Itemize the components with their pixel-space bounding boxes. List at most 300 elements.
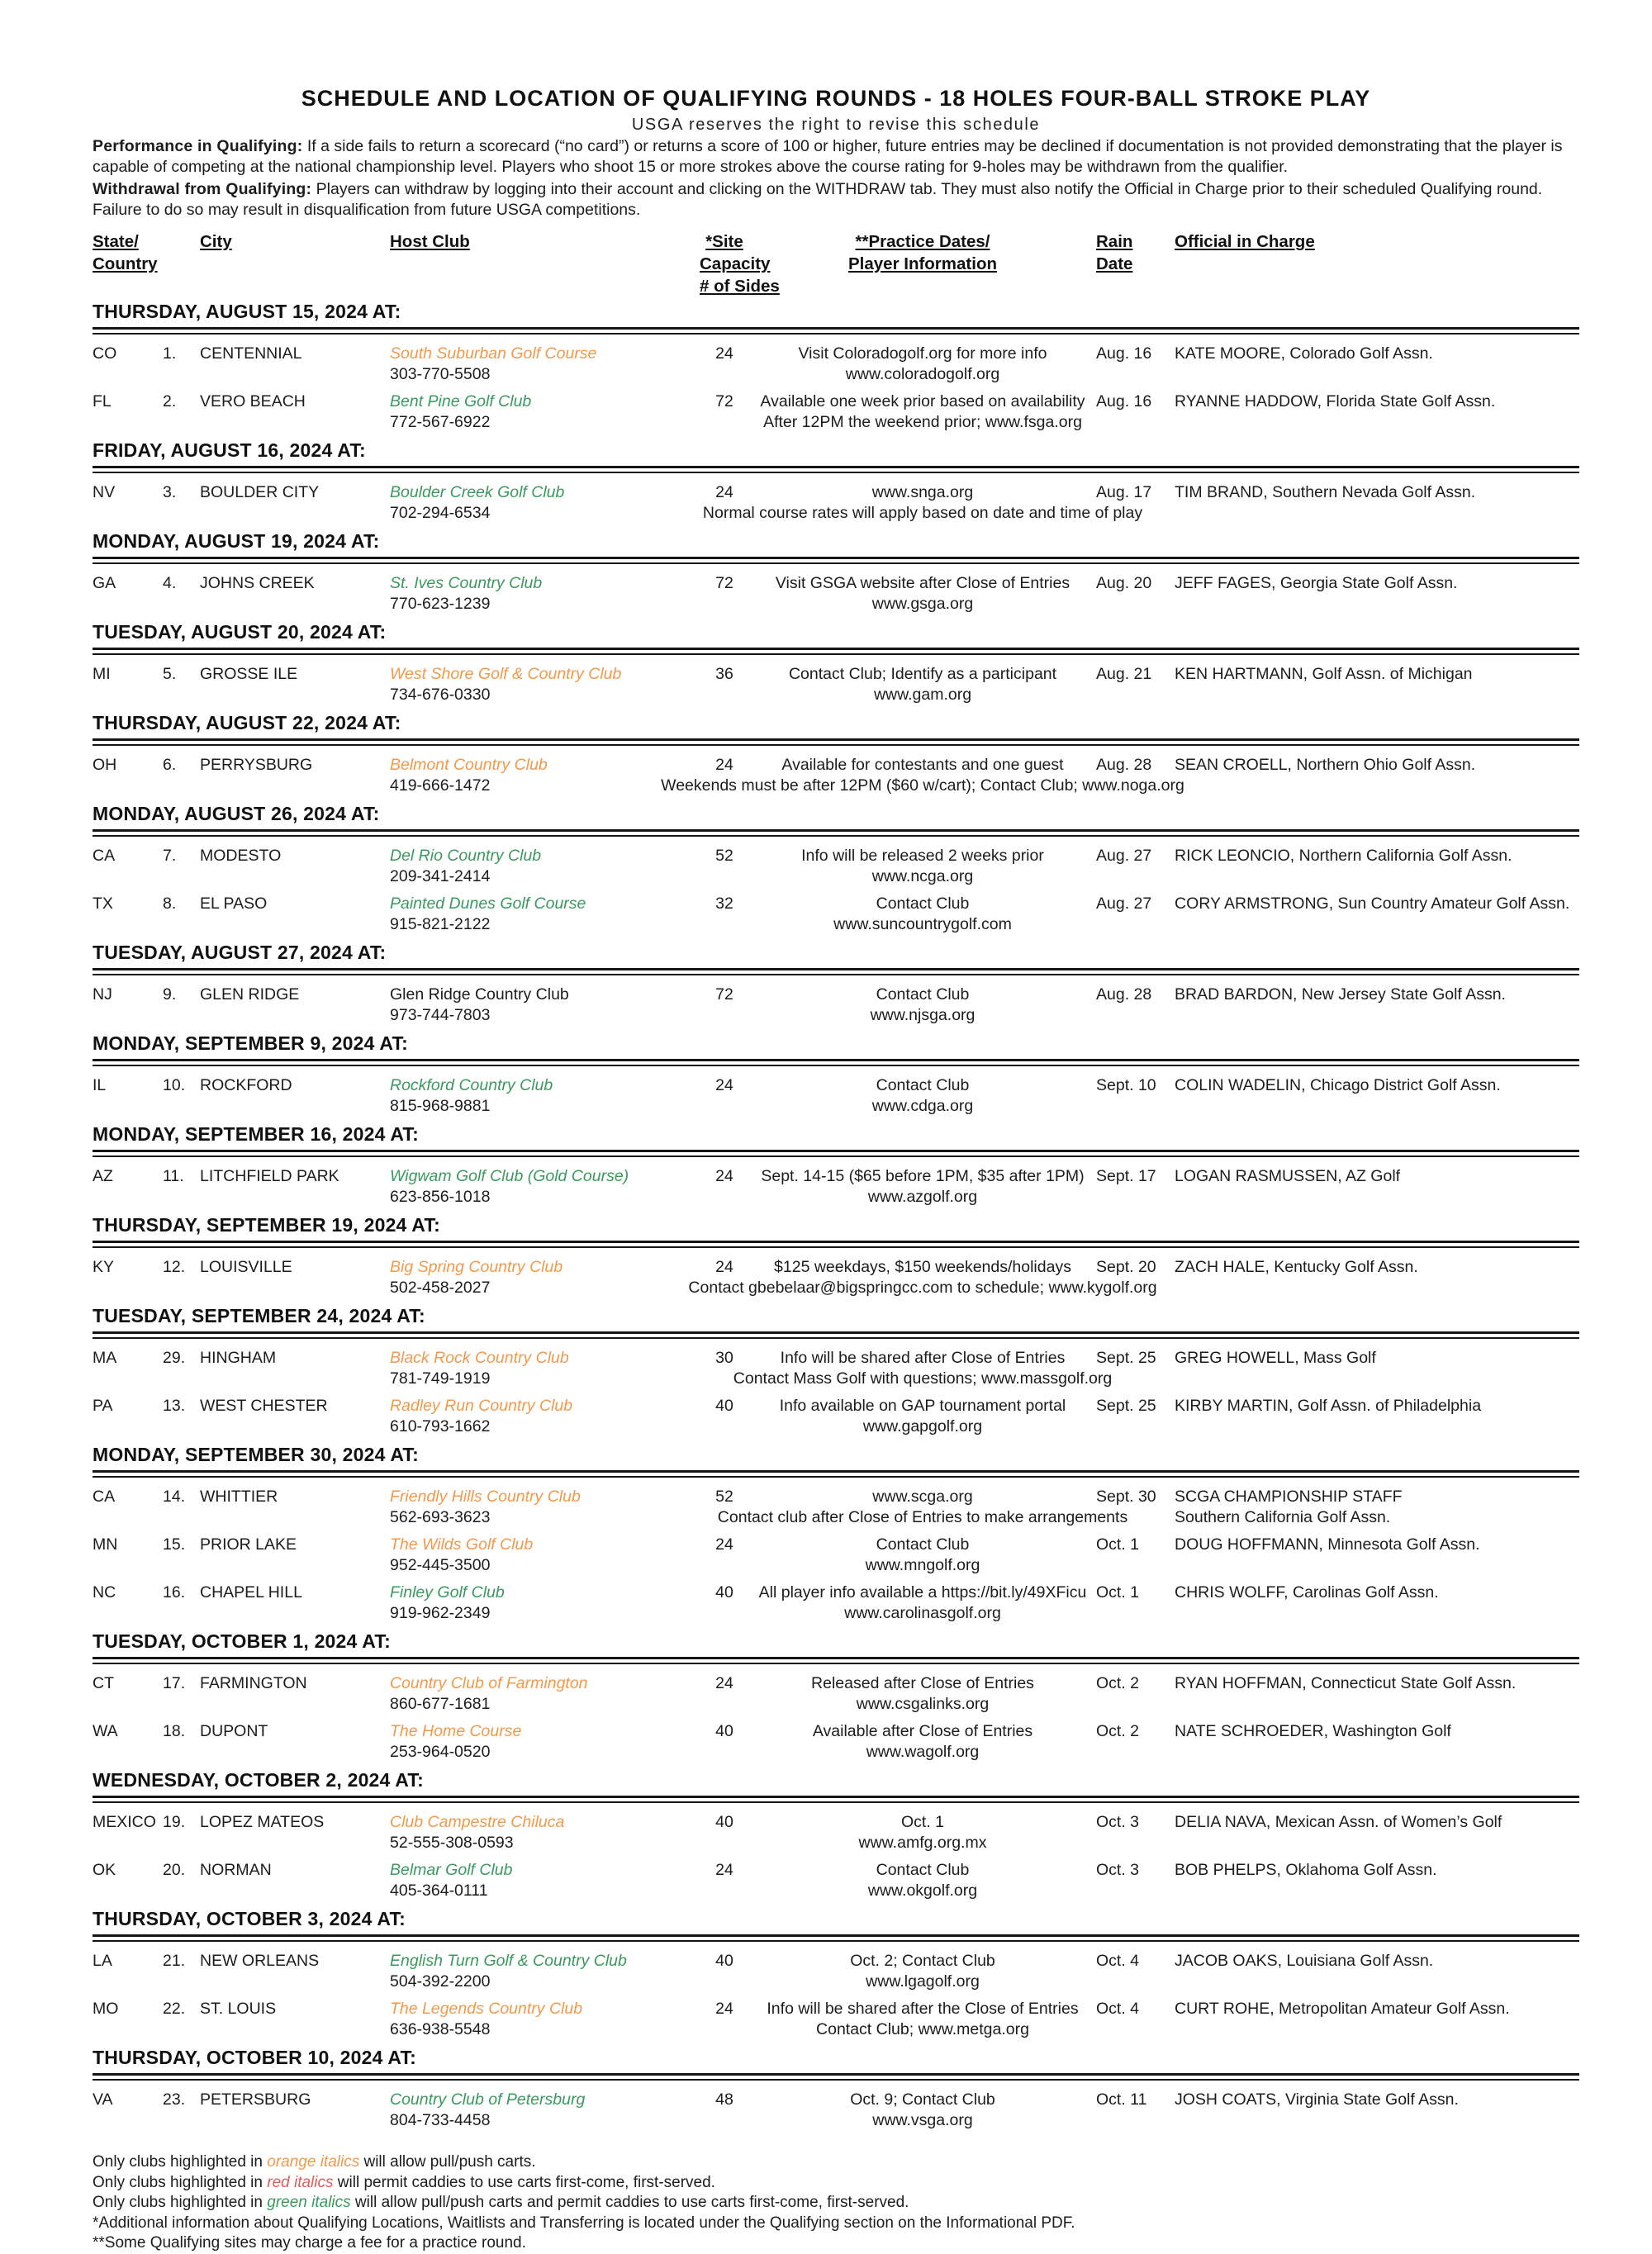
practice-info-line: www.cdga.org <box>871 1097 974 1115</box>
cell-practice-info <box>749 894 1096 935</box>
intro-performance-text: If a side fails to return a scorecard (“no card”) or returns a score of 100 or higher, future entries may be declined if documentation is not provided demonstrating that the player is capable of competing at the national championship level. Players who shoot 15 or more strokes above the course rating for 9-holes may be withdrawn from the qualifier. <box>93 137 1563 176</box>
cell-host-club <box>390 1487 700 1528</box>
practice-info-line: Contact club after Close of Entries to make arrangements <box>717 1508 1128 1526</box>
cell-site-capacity: 24 <box>715 1076 733 1094</box>
page-title: SCHEDULE AND LOCATION OF QUALIFYING ROUNDS - 18 HOLES FOUR-BALL STROKE PLAY <box>301 86 1371 111</box>
cell-practice-info <box>749 1535 1096 1576</box>
cell-city: WHITTIER <box>200 1488 278 1506</box>
practice-info-line: Available one week prior based on availability <box>760 392 1085 410</box>
cell-city: WEST CHESTER <box>200 1397 328 1415</box>
cell-number: 7. <box>163 847 177 865</box>
intro-performance-label: Performance in Qualifying: <box>93 137 303 155</box>
cell-practice-info <box>749 1951 1096 1992</box>
cell-state: WA <box>93 1722 118 1740</box>
col-header-state-country: State/ Country <box>93 232 158 273</box>
cell-official-in-charge <box>1175 1812 1579 1853</box>
cell-host-club <box>390 1396 700 1437</box>
host-club-phone: 781-749-1919 <box>390 1369 491 1388</box>
cell-site-capacity: 72 <box>715 985 733 1004</box>
cell-city: PRIOR LAKE <box>200 1535 297 1554</box>
practice-info-line: Visit Coloradogolf.org for more info <box>798 344 1047 363</box>
col-header-host-club: Host Club <box>390 232 470 251</box>
practice-info-line: www.scga.org <box>872 1488 973 1506</box>
cell-practice-info <box>749 846 1096 887</box>
host-club-name: The Home Course <box>390 1722 522 1740</box>
section-date-header: TUESDAY, OCTOBER 1, 2024 AT: <box>93 1630 391 1652</box>
host-club-phone: 973-744-7803 <box>390 1006 491 1024</box>
cell-city: FARMINGTON <box>200 1674 307 1692</box>
practice-info-line: Contact Mass Golf with questions; www.massgolf.org <box>733 1369 1113 1388</box>
table-row <box>93 1348 1579 1389</box>
practice-info-line: Oct. 2; Contact Club <box>850 1952 995 1970</box>
cell-rain-date: Oct. 11 <box>1096 2090 1147 2109</box>
host-club-name: Radley Run Country Club <box>390 1397 573 1415</box>
host-club-phone: 303-770-5508 <box>390 365 491 383</box>
host-club-name: Finley Golf Club <box>390 1583 505 1602</box>
cell-state: MI <box>93 665 111 683</box>
cell-number: 10. <box>163 1076 186 1094</box>
section-date-header: MONDAY, AUGUST 26, 2024 AT: <box>93 803 380 824</box>
cell-city: BOULDER CITY <box>200 483 320 501</box>
cell-number: 11. <box>163 1167 184 1185</box>
cell-state: TX <box>93 894 113 913</box>
host-club-name: Painted Dunes Golf Course <box>390 894 586 913</box>
cell-host-club <box>390 573 700 615</box>
cell-official-in-charge <box>1175 344 1579 385</box>
section-divider <box>93 1934 1579 1942</box>
host-club-name: Belmont Country Club <box>390 756 548 774</box>
practice-info-line: www.gsga.org <box>871 595 974 613</box>
cell-number: 18. <box>163 1722 186 1740</box>
section-date-header: THURSDAY, OCTOBER 3, 2024 AT: <box>93 1908 406 1929</box>
cell-site-capacity: 40 <box>715 1722 733 1740</box>
cell-city: ROCKFORD <box>200 1076 292 1094</box>
section-divider <box>93 968 1579 975</box>
table-row <box>93 985 1579 1026</box>
cell-host-club <box>390 1860 700 1901</box>
host-club-phone: 52-555-308-0593 <box>390 1834 514 1852</box>
cell-site-capacity: 30 <box>715 1349 733 1367</box>
section-date-header: MONDAY, SEPTEMBER 16, 2024 AT: <box>93 1123 419 1145</box>
practice-info-line: Contact gbebelaar@bigspringcc.com to schedule; www.kygolf.org <box>688 1279 1157 1297</box>
section-divider <box>93 2073 1579 2081</box>
cell-host-club <box>390 391 700 433</box>
host-club-phone: 860-677-1681 <box>390 1695 491 1713</box>
cell-rain-date: Sept. 17 <box>1096 1167 1156 1185</box>
host-club-phone: 209-341-2414 <box>390 867 491 885</box>
cell-official-in-charge <box>1175 391 1579 433</box>
cell-host-club <box>390 985 700 1026</box>
cell-number: 16. <box>163 1583 186 1602</box>
cell-rain-date: Aug. 17 <box>1096 483 1152 501</box>
cell-host-club <box>390 482 700 524</box>
practice-info-line: www.gam.org <box>873 686 972 704</box>
cell-official-in-charge <box>1175 1487 1579 1528</box>
cell-rain-date: Aug. 20 <box>1096 574 1152 592</box>
host-club-phone: 770-623-1239 <box>390 595 491 613</box>
cell-state: NV <box>93 483 116 501</box>
section-divider <box>93 1241 1579 1248</box>
cell-site-capacity: 72 <box>715 574 733 592</box>
cell-rain-date: Oct. 2 <box>1096 1722 1140 1740</box>
cell-rain-date: Sept. 25 <box>1096 1397 1156 1415</box>
footnote: *Additional information about Qualifying Locations, Waitlists and Transferring is located under the Qualifying section on the Informational PDF. <box>93 2214 1075 2232</box>
table-row <box>93 1396 1579 1437</box>
host-club-phone: 253-964-0520 <box>390 1743 491 1761</box>
cell-host-club <box>390 344 700 385</box>
cell-official-in-charge <box>1175 985 1579 1026</box>
cell-official-in-charge <box>1175 1673 1579 1715</box>
host-club-phone: 636-938-5548 <box>390 2020 491 2038</box>
section-divider <box>93 1150 1579 1157</box>
cell-state: OH <box>93 756 117 774</box>
section-date-header: THURSDAY, AUGUST 22, 2024 AT: <box>93 712 401 733</box>
cell-city: MODESTO <box>200 847 282 865</box>
cell-practice-info <box>749 1812 1096 1853</box>
official-line: JACOB OAKS, Louisiana Golf Assn. <box>1175 1952 1434 1970</box>
cell-rain-date: Aug. 16 <box>1096 344 1152 363</box>
cell-site-capacity: 40 <box>715 1813 733 1831</box>
practice-info-line: $125 weekdays, $150 weekends/holidays <box>774 1258 1071 1276</box>
section-divider <box>93 466 1579 473</box>
cell-state: LA <box>93 1952 112 1970</box>
cell-official-in-charge <box>1175 573 1579 615</box>
practice-info-line: Contact Club <box>876 894 970 913</box>
intro-withdrawal-text: Players can withdraw by logging into their account and clicking on the WITHDRAW tab. They must also notify the Official in Charge prior to their scheduled Qualifying round. Failure to do so may result in disqualification from future USGA competitions. <box>93 180 1543 219</box>
official-line: CORY ARMSTRONG, Sun Country Amateur Golf Assn. <box>1175 894 1570 913</box>
cell-city: PERRYSBURG <box>200 756 313 774</box>
host-club-name: Del Rio Country Club <box>390 847 542 865</box>
cell-host-club <box>390 1583 700 1624</box>
cell-official-in-charge <box>1175 1999 1579 2040</box>
official-line: Southern California Golf Assn. <box>1175 1508 1391 1526</box>
cell-state: MO <box>93 2000 119 2018</box>
cell-rain-date: Oct. 4 <box>1096 1952 1140 1970</box>
practice-info-line: Contact Club <box>876 985 970 1004</box>
cell-official-in-charge <box>1175 894 1579 935</box>
cell-site-capacity: 24 <box>715 1258 733 1276</box>
cell-practice-info <box>749 1860 1096 1901</box>
cell-site-capacity: 52 <box>715 1488 733 1506</box>
cell-city: HINGHAM <box>200 1349 277 1367</box>
cell-host-club <box>390 1812 700 1853</box>
table-row <box>93 1951 1579 1992</box>
cell-city: JOHNS CREEK <box>200 574 315 592</box>
cell-city: CHAPEL HILL <box>200 1583 302 1602</box>
footnote: **Some Qualifying sites may charge a fee for a practice round. <box>93 2234 526 2252</box>
host-club-name: West Shore Golf & Country Club <box>390 665 622 683</box>
cell-state: AZ <box>93 1167 113 1185</box>
table-row <box>93 1999 1579 2040</box>
official-line: KATE MOORE, Colorado Golf Assn. <box>1175 344 1433 363</box>
intro-performance <box>93 136 1579 178</box>
host-club-name: The Legends Country Club <box>390 2000 583 2018</box>
table-row <box>93 1673 1579 1715</box>
cell-city: CENTENNIAL <box>200 344 302 363</box>
cell-number: 17. <box>163 1674 186 1692</box>
cell-rain-date: Oct. 3 <box>1096 1861 1140 1879</box>
host-club-phone: 804-733-4458 <box>390 2111 491 2129</box>
official-line: RYANNE HADDOW, Florida State Golf Assn. <box>1175 392 1496 410</box>
official-line: GREG HOWELL, Mass Golf <box>1175 1349 1376 1367</box>
cell-site-capacity: 24 <box>715 1167 733 1185</box>
official-line: DELIA NAVA, Mexican Assn. of Women’s Golf <box>1175 1813 1502 1831</box>
host-club-name: Rockford Country Club <box>390 1076 553 1094</box>
cell-host-club <box>390 1257 700 1298</box>
official-line: SCGA CHAMPIONSHIP STAFF <box>1175 1488 1403 1506</box>
page-subtitle: USGA reserves the right to revise this schedule <box>631 116 1041 134</box>
cell-host-club <box>390 1721 700 1763</box>
cell-official-in-charge <box>1175 1860 1579 1901</box>
table-row <box>93 344 1579 385</box>
cell-practice-info <box>749 1396 1096 1437</box>
host-club-phone: 610-793-1662 <box>390 1417 491 1435</box>
cell-number: 21. <box>163 1952 186 1970</box>
official-line: CURT ROHE, Metropolitan Amateur Golf Assn. <box>1175 2000 1510 2018</box>
cell-city: NORMAN <box>200 1861 272 1879</box>
cell-site-capacity: 36 <box>715 665 733 683</box>
cell-site-capacity: 24 <box>715 344 733 363</box>
table-row <box>93 1721 1579 1763</box>
section-date-header: THURSDAY, SEPTEMBER 19, 2024 AT: <box>93 1214 440 1236</box>
cell-rain-date: Oct. 4 <box>1096 2000 1140 2018</box>
cell-practice-info <box>749 1075 1096 1117</box>
cell-number: 29. <box>163 1349 186 1367</box>
cell-number: 4. <box>163 574 177 592</box>
practice-info-line: Weekends must be after 12PM ($60 w/cart); Contact Club; www.noga.org <box>661 776 1184 795</box>
practice-info-line: Info will be released 2 weeks prior <box>801 847 1044 865</box>
cell-rain-date: Aug. 28 <box>1096 985 1152 1004</box>
cell-official-in-charge <box>1175 1721 1579 1763</box>
cell-city: DUPONT <box>200 1722 268 1740</box>
host-club-phone: 405-364-0111 <box>390 1881 488 1900</box>
section-divider <box>93 1657 1579 1664</box>
section-date-header: THURSDAY, AUGUST 15, 2024 AT: <box>93 301 401 322</box>
cell-official-in-charge <box>1175 1951 1579 1992</box>
table-row <box>93 1075 1579 1117</box>
official-line: JOSH COATS, Virginia State Golf Assn. <box>1175 2090 1459 2109</box>
cell-official-in-charge <box>1175 1583 1579 1624</box>
cell-number: 9. <box>163 985 177 1004</box>
cell-host-club <box>390 1166 700 1208</box>
practice-info-line: www.gapgolf.org <box>862 1417 983 1435</box>
cell-practice-info <box>749 344 1096 385</box>
host-club-name: Bent Pine Golf Club <box>390 392 532 410</box>
intro-withdrawal <box>93 179 1579 221</box>
section-date-header: MONDAY, SEPTEMBER 30, 2024 AT: <box>93 1444 419 1465</box>
cell-number: 23. <box>163 2090 186 2109</box>
practice-info-line: Normal course rates will apply based on date and time of play <box>702 504 1143 522</box>
practice-info-line: All player info available a https://bit.ly/49XFicu <box>758 1583 1087 1602</box>
cell-number: 15. <box>163 1535 186 1554</box>
practice-info-line: Contact Club; Identify as a participant <box>788 665 1057 683</box>
cell-number: 19. <box>163 1813 186 1831</box>
practice-info-line: www.mngolf.org <box>865 1556 980 1574</box>
official-line: BOB PHELPS, Oklahoma Golf Assn. <box>1175 1861 1437 1879</box>
section-divider <box>93 1796 1579 1803</box>
official-line: COLIN WADELIN, Chicago District Golf Assn. <box>1175 1076 1501 1094</box>
practice-info-line: www.azgolf.org <box>867 1188 978 1206</box>
table-row <box>93 1860 1579 1901</box>
host-club-phone: 919-962-2349 <box>390 1604 491 1622</box>
cell-state: VA <box>93 2090 113 2109</box>
cell-state: CT <box>93 1674 114 1692</box>
cell-practice-info <box>749 985 1096 1026</box>
table-row <box>93 1487 1579 1528</box>
cell-number: 1. <box>163 344 177 363</box>
table-row <box>93 1535 1579 1576</box>
footnotes <box>93 2152 1579 2254</box>
col-header-city: City <box>200 232 232 251</box>
table-row <box>93 755 1579 796</box>
practice-info-line: Released after Close of Entries <box>811 1674 1034 1692</box>
host-club-name: South Suburban Golf Course <box>390 344 597 363</box>
cell-site-capacity: 24 <box>715 1674 733 1692</box>
table-row <box>93 1812 1579 1853</box>
cell-site-capacity: 24 <box>715 1861 733 1879</box>
cell-state: IL <box>93 1076 107 1094</box>
practice-info-line: www.wagolf.org <box>866 1743 980 1761</box>
cell-host-club <box>390 894 700 935</box>
official-line: RICK LEONCIO, Northern California Golf Assn. <box>1175 847 1512 865</box>
cell-practice-info <box>749 1673 1096 1715</box>
cell-site-capacity: 52 <box>715 847 733 865</box>
practice-info-line: Sept. 14-15 ($65 before 1PM, $35 after 1PM) <box>761 1167 1085 1185</box>
section-date-header: TUESDAY, SEPTEMBER 24, 2024 AT: <box>93 1305 425 1326</box>
col-header-official: Official in Charge <box>1175 232 1315 251</box>
cell-state: NJ <box>93 985 112 1004</box>
cell-site-capacity: 40 <box>715 1583 733 1602</box>
cell-rain-date: Sept. 25 <box>1096 1349 1156 1367</box>
cell-official-in-charge <box>1175 2090 1579 2131</box>
section-date-header: TUESDAY, AUGUST 20, 2024 AT: <box>93 621 387 643</box>
cell-number: 3. <box>163 483 177 501</box>
official-line: DOUG HOFFMANN, Minnesota Golf Assn. <box>1175 1535 1480 1554</box>
practice-info-line: Oct. 1 <box>900 1813 945 1831</box>
cell-practice-info <box>749 1999 1096 2040</box>
sections <box>93 301 1579 2131</box>
cell-state: OK <box>93 1861 116 1879</box>
cell-host-club <box>390 2090 700 2131</box>
cell-site-capacity: 24 <box>715 1535 733 1554</box>
section-divider <box>93 1331 1579 1339</box>
cell-official-in-charge <box>1175 755 1579 796</box>
practice-info-line: www.okgolf.org <box>867 1881 978 1900</box>
cell-city: GROSSE ILE <box>200 665 298 683</box>
practice-info-line: www.carolinasgolf.org <box>844 1604 1001 1622</box>
cell-official-in-charge <box>1175 1166 1579 1208</box>
col-header-number-spacer <box>163 230 200 297</box>
cell-host-club <box>390 755 700 796</box>
cell-practice-info <box>749 1166 1096 1208</box>
cell-rain-date: Aug. 28 <box>1096 756 1152 774</box>
footnote: Only clubs highlighted in orange italics will allow pull/push carts. <box>93 2153 536 2171</box>
cell-official-in-charge <box>1175 1075 1579 1117</box>
cell-official-in-charge <box>1175 846 1579 887</box>
cell-site-capacity: 24 <box>715 2000 733 2018</box>
cell-city: ST. LOUIS <box>200 2000 277 2018</box>
host-club-name: Glen Ridge Country Club <box>390 985 569 1004</box>
cell-official-in-charge <box>1175 1257 1579 1298</box>
cell-number: 2. <box>163 392 177 410</box>
cell-rain-date: Sept. 20 <box>1096 1258 1156 1276</box>
cell-site-capacity: 40 <box>715 1952 733 1970</box>
cell-rain-date: Aug. 27 <box>1096 847 1152 865</box>
cell-rain-date: Sept. 10 <box>1096 1076 1156 1094</box>
cell-host-club <box>390 664 700 705</box>
cell-rain-date: Aug. 27 <box>1096 894 1152 913</box>
host-club-phone: 504-392-2200 <box>390 1972 491 1991</box>
practice-info-line: www.snga.org <box>871 483 974 501</box>
section-divider <box>93 327 1579 335</box>
official-line: KEN HARTMANN, Golf Assn. of Michigan <box>1175 665 1473 683</box>
cell-rain-date: Aug. 21 <box>1096 665 1152 683</box>
table-row <box>93 894 1579 935</box>
cell-rain-date: Oct. 1 <box>1096 1583 1140 1602</box>
cell-state: MN <box>93 1535 118 1554</box>
section-divider <box>93 738 1579 746</box>
host-club-phone: 502-458-2027 <box>390 1279 491 1297</box>
cell-host-club <box>390 1535 700 1576</box>
cell-number: 12. <box>163 1258 186 1276</box>
host-club-name: Country Club of Petersburg <box>390 2090 586 2109</box>
practice-info-line: Info will be shared after the Close of Entries <box>767 2000 1079 2018</box>
official-line: KIRBY MARTIN, Golf Assn. of Philadelphia <box>1175 1397 1482 1415</box>
cell-practice-info <box>749 573 1096 615</box>
practice-info-line: www.amfg.org.mx <box>858 1834 987 1852</box>
section-divider <box>93 1059 1579 1066</box>
cell-host-club <box>390 1075 700 1117</box>
cell-state: MA <box>93 1349 117 1367</box>
cell-city: LOPEZ MATEOS <box>200 1813 325 1831</box>
cell-practice-info <box>733 1348 1113 1389</box>
practice-info-line: Available after Close of Entries <box>812 1722 1033 1740</box>
section-date-header: MONDAY, AUGUST 19, 2024 AT: <box>93 530 380 552</box>
cell-number: 14. <box>163 1488 186 1506</box>
cell-state: KY <box>93 1258 115 1276</box>
intro-withdrawal-label: Withdrawal from Qualifying: <box>93 180 312 198</box>
host-club-phone: 815-968-9881 <box>390 1097 491 1115</box>
host-club-name: Belmar Golf Club <box>390 1861 513 1879</box>
table-row <box>93 2090 1579 2131</box>
host-club-phone: 915-821-2122 <box>390 915 491 933</box>
cell-rain-date: Oct. 2 <box>1096 1674 1140 1692</box>
cell-host-club <box>390 1673 700 1715</box>
practice-info-line: Visit GSGA website after Close of Entries <box>775 574 1070 592</box>
official-line: LOGAN RASMUSSEN, AZ Golf <box>1175 1167 1401 1185</box>
cell-rain-date: Aug. 16 <box>1096 392 1152 410</box>
cell-rain-date: Oct. 3 <box>1096 1813 1140 1831</box>
cell-number: 6. <box>163 756 177 774</box>
official-line: JEFF FAGES, Georgia State Golf Assn. <box>1175 574 1458 592</box>
cell-city: EL PASO <box>200 894 268 913</box>
host-club-name: Black Rock Country Club <box>390 1349 569 1367</box>
practice-info-line: www.njsga.org <box>870 1006 976 1024</box>
practice-info-line: Oct. 9; Contact Club <box>850 2090 995 2109</box>
practice-info-line: Contact Club <box>876 1861 970 1879</box>
cell-official-in-charge <box>1175 482 1579 524</box>
official-line: CHRIS WOLFF, Carolinas Golf Assn. <box>1175 1583 1439 1602</box>
table-row <box>93 391 1579 433</box>
cell-number: 5. <box>163 665 177 683</box>
cell-host-club <box>390 846 700 887</box>
host-club-name: Club Campestre Chiluca <box>390 1813 565 1831</box>
cell-official-in-charge <box>1175 664 1579 705</box>
section-date-header: FRIDAY, AUGUST 16, 2024 AT: <box>93 439 366 461</box>
cell-state: PA <box>93 1397 113 1415</box>
cell-host-club <box>390 1348 700 1389</box>
cell-practice-info <box>749 2090 1096 2131</box>
